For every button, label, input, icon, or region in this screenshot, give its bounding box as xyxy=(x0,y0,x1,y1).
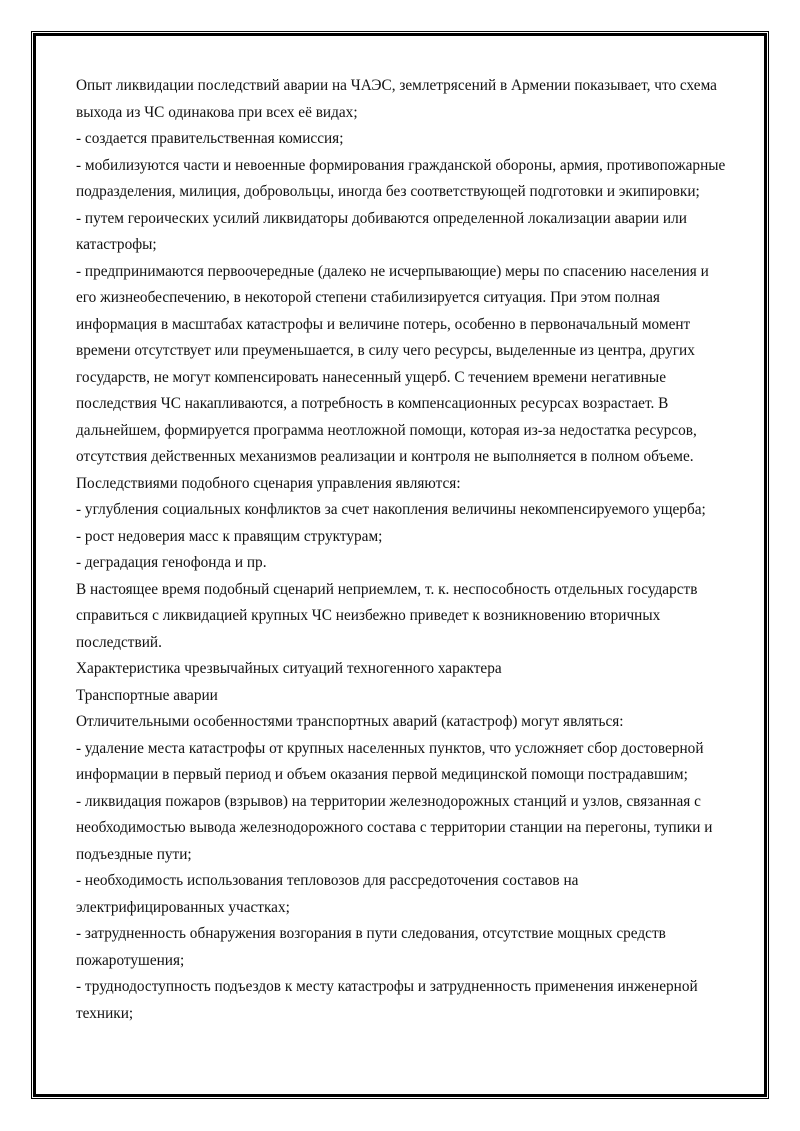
paragraph-features-intro: Отличительными особенностями транспортных аварий (катастроф) могут являться: xyxy=(76,713,624,730)
list-item: - путем героических усилий ликвидаторы добиваются определенной локализации аварии или катастрофы; xyxy=(76,209,687,253)
list-item: - деградация генофонда и пр. xyxy=(76,554,267,571)
list-item: - необходимость использования тепловозов для рассредоточения составов на электрифицированных участках; xyxy=(76,872,579,916)
document-body xyxy=(76,73,728,1027)
section-heading: Характеристика чрезвычайных ситуаций техногенного характера xyxy=(76,660,502,677)
list-item: - затрудненность обнаружения возгорания в пути следования, отсутствие мощных средств пожаротушения; xyxy=(76,925,666,969)
list-item: - ликвидация пожаров (взрывов) на территории железнодорожных станций и узлов, связанная с необходимостью вывода железнодорожного состава с территории станции на перегоны, тупики и подъездные пути; xyxy=(76,792,713,863)
list-item: - удаление места катастрофы от крупных населенных пунктов, что усложняет сбор достоверной информации в первый период и объем оказания первой медицинской помощи пострадавшим; xyxy=(76,739,704,783)
paragraph-intro: Опыт ликвидации последствий аварии на ЧАЭС, землетрясений в Армении показывает, что схема выхода из ЧС одинакова при всех её видах; xyxy=(76,77,717,121)
list-item: - труднодоступность подъездов к месту катастрофы и затрудненность применения инженерной техники; xyxy=(76,978,698,1022)
list-item: - создается правительственная комиссия; xyxy=(76,130,344,147)
list-item: - углубления социальных конфликтов за счет накопления величины некомпенсируемого ущерба; xyxy=(76,501,706,518)
list-item: - предпринимаются первоочередные (далеко не исчерпывающие) меры по спасению населения и его жизнеобеспечению, в некоторой степени стабилизируется ситуация. При этом полная информация в масштабах катастрофы и величине потерь, особенно в первоначальный момент времени отсутствует или преуменьшается, в силу чего ресурсы, выделенные из центра, других государств, не могут компенсировать нанесенный ущерб. С течением времени негативные последствия ЧС накапливаются, а потребность в компенсационных ресурсах возрастает. В дальнейшем, формируется программа неотложной помощи, которая из-за недостатка ресурсов, отсутствия действенных механизмов реализации и контроля не выполняется в полном объеме. xyxy=(76,262,709,465)
subsection-heading: Транспортные аварии xyxy=(76,686,218,704)
paragraph-current: В настоящее время подобный сценарий неприемлем, т. к. неспособность отдельных государств справиться с ликвидацией крупных ЧС неизбежно приведет к возникновению вторичных последствий. xyxy=(76,580,698,651)
list-item: - мобилизуются части и невоенные формирования гражданской обороны, армия, противопожарные подразделения, милиция, добровольцы, иногда без соответствующей подготовки и экипировки; xyxy=(76,156,726,200)
paragraph-consequences-intro: Последствиями подобного сценария управления являются: xyxy=(76,474,461,492)
list-item: - рост недоверия масс к правящим структурам; xyxy=(76,527,383,545)
